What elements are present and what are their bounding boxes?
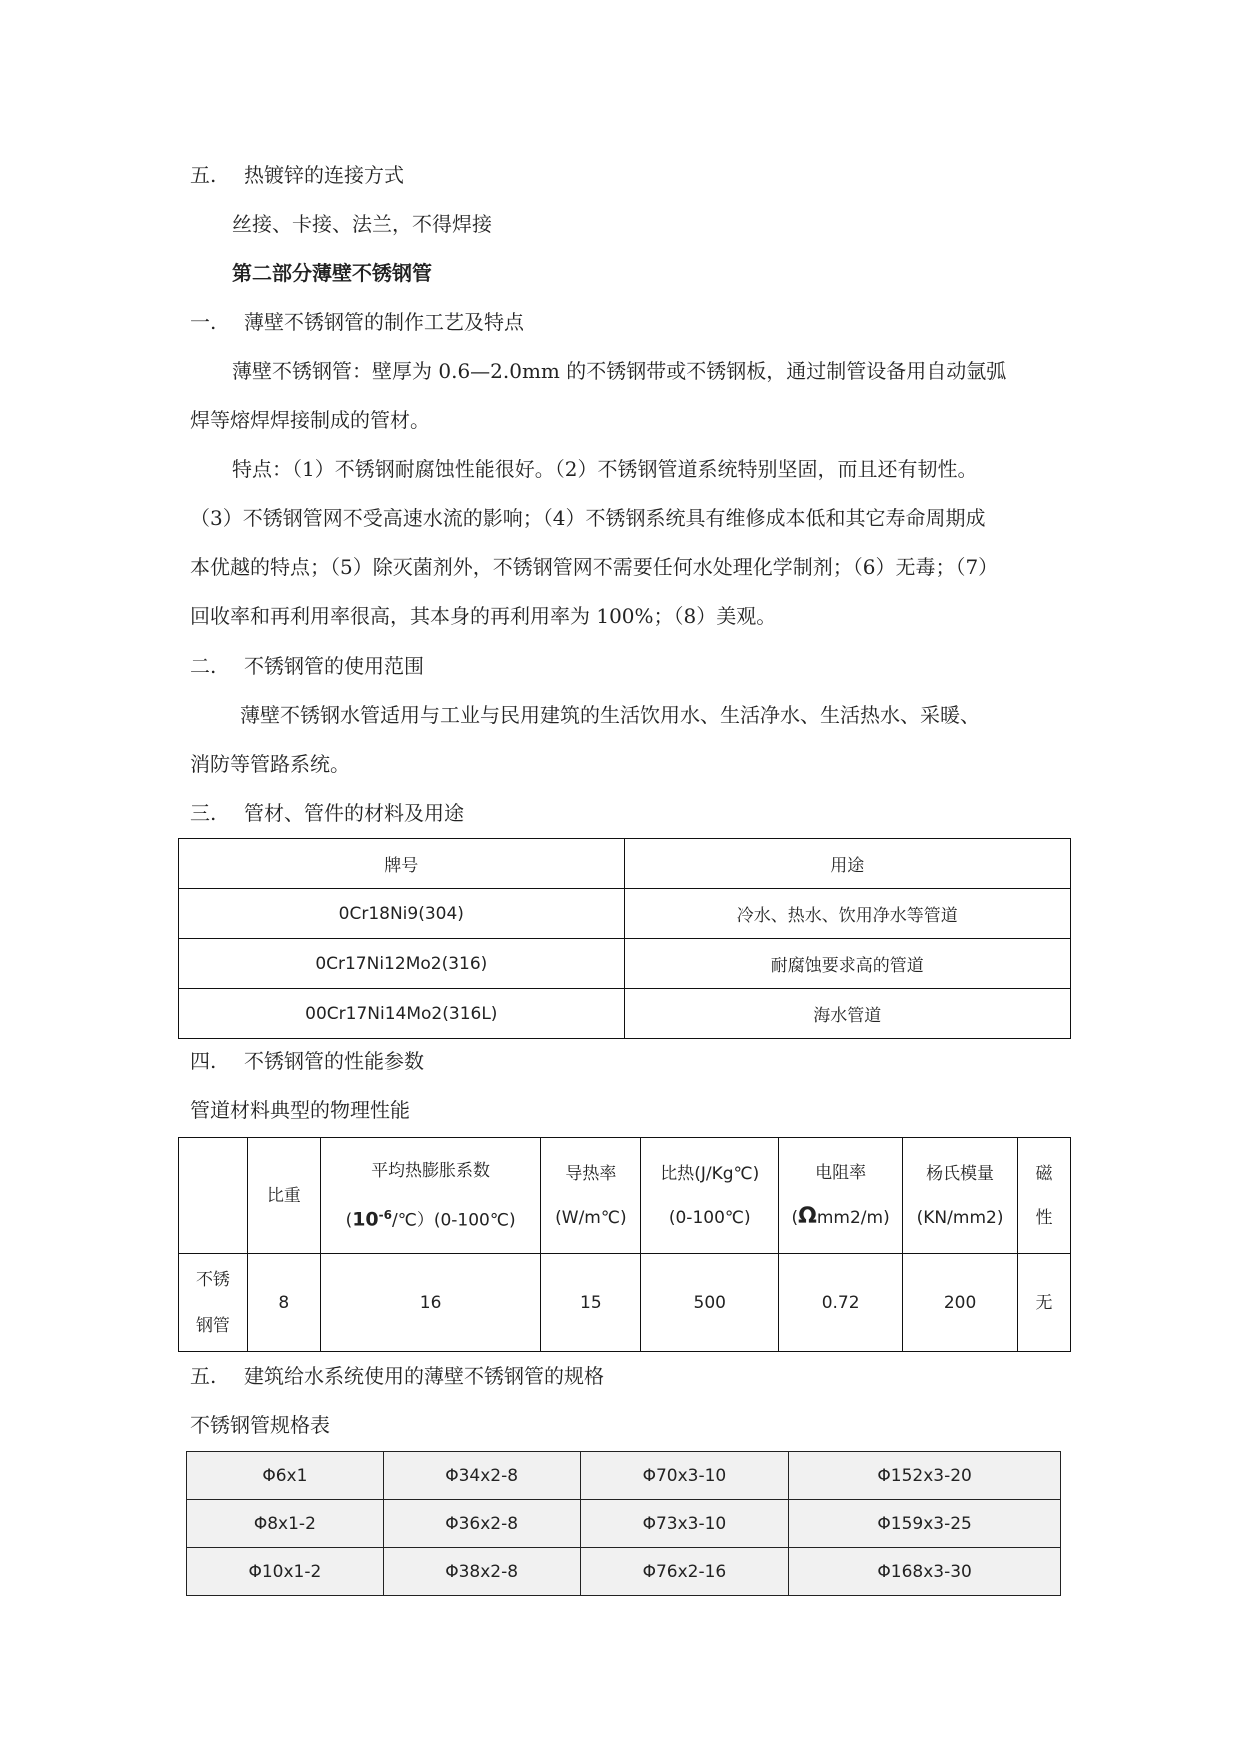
section-heading-2: 二. 不锈钢管的使用范围 (190, 654, 424, 678)
header-cell: 牌号 (179, 839, 625, 889)
section-heading-5b: 五. 建筑给水系统使用的薄壁不锈钢管的规格 (190, 1364, 604, 1388)
table-cell: Φ73x3-10 (580, 1500, 789, 1548)
table-cell: 耐腐蚀要求高的管道 (624, 939, 1070, 989)
paragraph-line: 薄壁不锈钢管：壁厚为 0.6—2.0mm 的不锈钢带或不锈钢板，通过制管设备用自动氩弧 (232, 359, 1007, 383)
table-cell: Φ70x3-10 (580, 1452, 789, 1500)
header-cell: 用途 (624, 839, 1070, 889)
table-caption: 管道材料典型的物理性能 (190, 1098, 410, 1122)
table-header-row (179, 839, 1071, 889)
header-cell: 杨氏模量 (KN/mm2) (903, 1138, 1018, 1254)
section-heading-5a: 五. 热镀锌的连接方式 (190, 163, 404, 187)
table-cell: 200 (903, 1254, 1018, 1352)
header-cell-empty (179, 1138, 248, 1254)
table-cell: 00Cr17Ni14Mo2(316L) (179, 989, 625, 1039)
paragraph-line: 焊等熔焊焊接制成的管材。 (190, 408, 430, 432)
paragraph-line: 回收率和再利用率很高，其本身的再利用率为 100%；（8）美观。 (190, 604, 777, 628)
section-heading-3: 三. 管材、管件的材料及用途 (190, 801, 464, 825)
table-row (187, 1452, 1061, 1500)
table-row (179, 889, 1071, 939)
header-cell: 平均热膨胀系数 $(10^{-6}/℃)(0-100℃)$ (320, 1138, 541, 1254)
table-cell: 0.72 (779, 1254, 903, 1352)
table-row (179, 939, 1071, 989)
paragraph-line: 特点：（1）不锈钢耐腐蚀性能很好。（2）不锈钢管道系统特别坚固，而且还有韧性。 (232, 457, 978, 481)
materials-table (178, 838, 1071, 1039)
table-caption: 不锈钢管规格表 (190, 1413, 330, 1437)
paragraph-line: 薄壁不锈钢水管适用与工业与民用建筑的生活饮用水、生活净水、生活热水、采暖、 (240, 703, 980, 727)
table-cell: Φ38x2-8 (383, 1548, 580, 1596)
table-row (179, 989, 1071, 1039)
table-cell: Φ159x3-25 (789, 1500, 1061, 1548)
table-cell: 无 (1018, 1254, 1071, 1352)
table-cell: 冷水、热水、饮用净水等管道 (624, 889, 1070, 939)
header-cell: 电阻率 (Ωmm2/m) (779, 1138, 903, 1254)
table-cell: Φ8x1-2 (187, 1500, 384, 1548)
table-cell: 0Cr17Ni12Mo2(316) (179, 939, 625, 989)
table-cell: Φ6x1 (187, 1452, 384, 1500)
table-row (179, 1254, 1071, 1352)
physical-properties-table (178, 1137, 1071, 1352)
part-heading: 第二部分薄壁不锈钢管 (232, 261, 432, 285)
table-cell: 0Cr18Ni9(304) (179, 889, 625, 939)
section-heading-1: 一. 薄壁不锈钢管的制作工艺及特点 (190, 310, 524, 334)
table-cell: 海水管道 (624, 989, 1070, 1039)
table-cell: 8 (247, 1254, 320, 1352)
paragraph-line: 本优越的特点；（5）除灭菌剂外，不锈钢管网不需要任何水处理化学制剂；（6）无毒；（7） (190, 555, 999, 579)
table-row (187, 1500, 1061, 1548)
header-cell: 比热(J/Kg℃) (0-100℃) (641, 1138, 779, 1254)
paragraph-line: 消防等管路系统。 (190, 752, 350, 776)
table-cell: Φ36x2-8 (383, 1500, 580, 1548)
table-header-row (179, 1138, 1071, 1254)
table-cell: Φ76x2-16 (580, 1548, 789, 1596)
table-row (187, 1548, 1061, 1596)
table-cell: Φ10x1-2 (187, 1548, 384, 1596)
table-cell: 500 (641, 1254, 779, 1352)
header-cell: 磁 性 (1018, 1138, 1071, 1254)
table-cell: Φ168x3-30 (789, 1548, 1061, 1596)
section-heading-4: 四. 不锈钢管的性能参数 (190, 1049, 424, 1073)
paragraph: 丝接、卡接、法兰，不得焊接 (232, 212, 492, 236)
header-cell: 导热率 (W/m℃) (541, 1138, 641, 1254)
table-cell: 15 (541, 1254, 641, 1352)
paragraph-line: （3）不锈钢管网不受高速水流的影响；（4）不锈钢系统具有维修成本低和其它寿命周期成 (190, 506, 986, 530)
table-cell: 16 (320, 1254, 541, 1352)
table-cell: Φ152x3-20 (789, 1452, 1061, 1500)
row-label-cell: 不锈 钢管 (179, 1254, 248, 1352)
spec-table (186, 1451, 1061, 1596)
table-cell: Φ34x2-8 (383, 1452, 580, 1500)
header-cell: 比重 (247, 1138, 320, 1254)
